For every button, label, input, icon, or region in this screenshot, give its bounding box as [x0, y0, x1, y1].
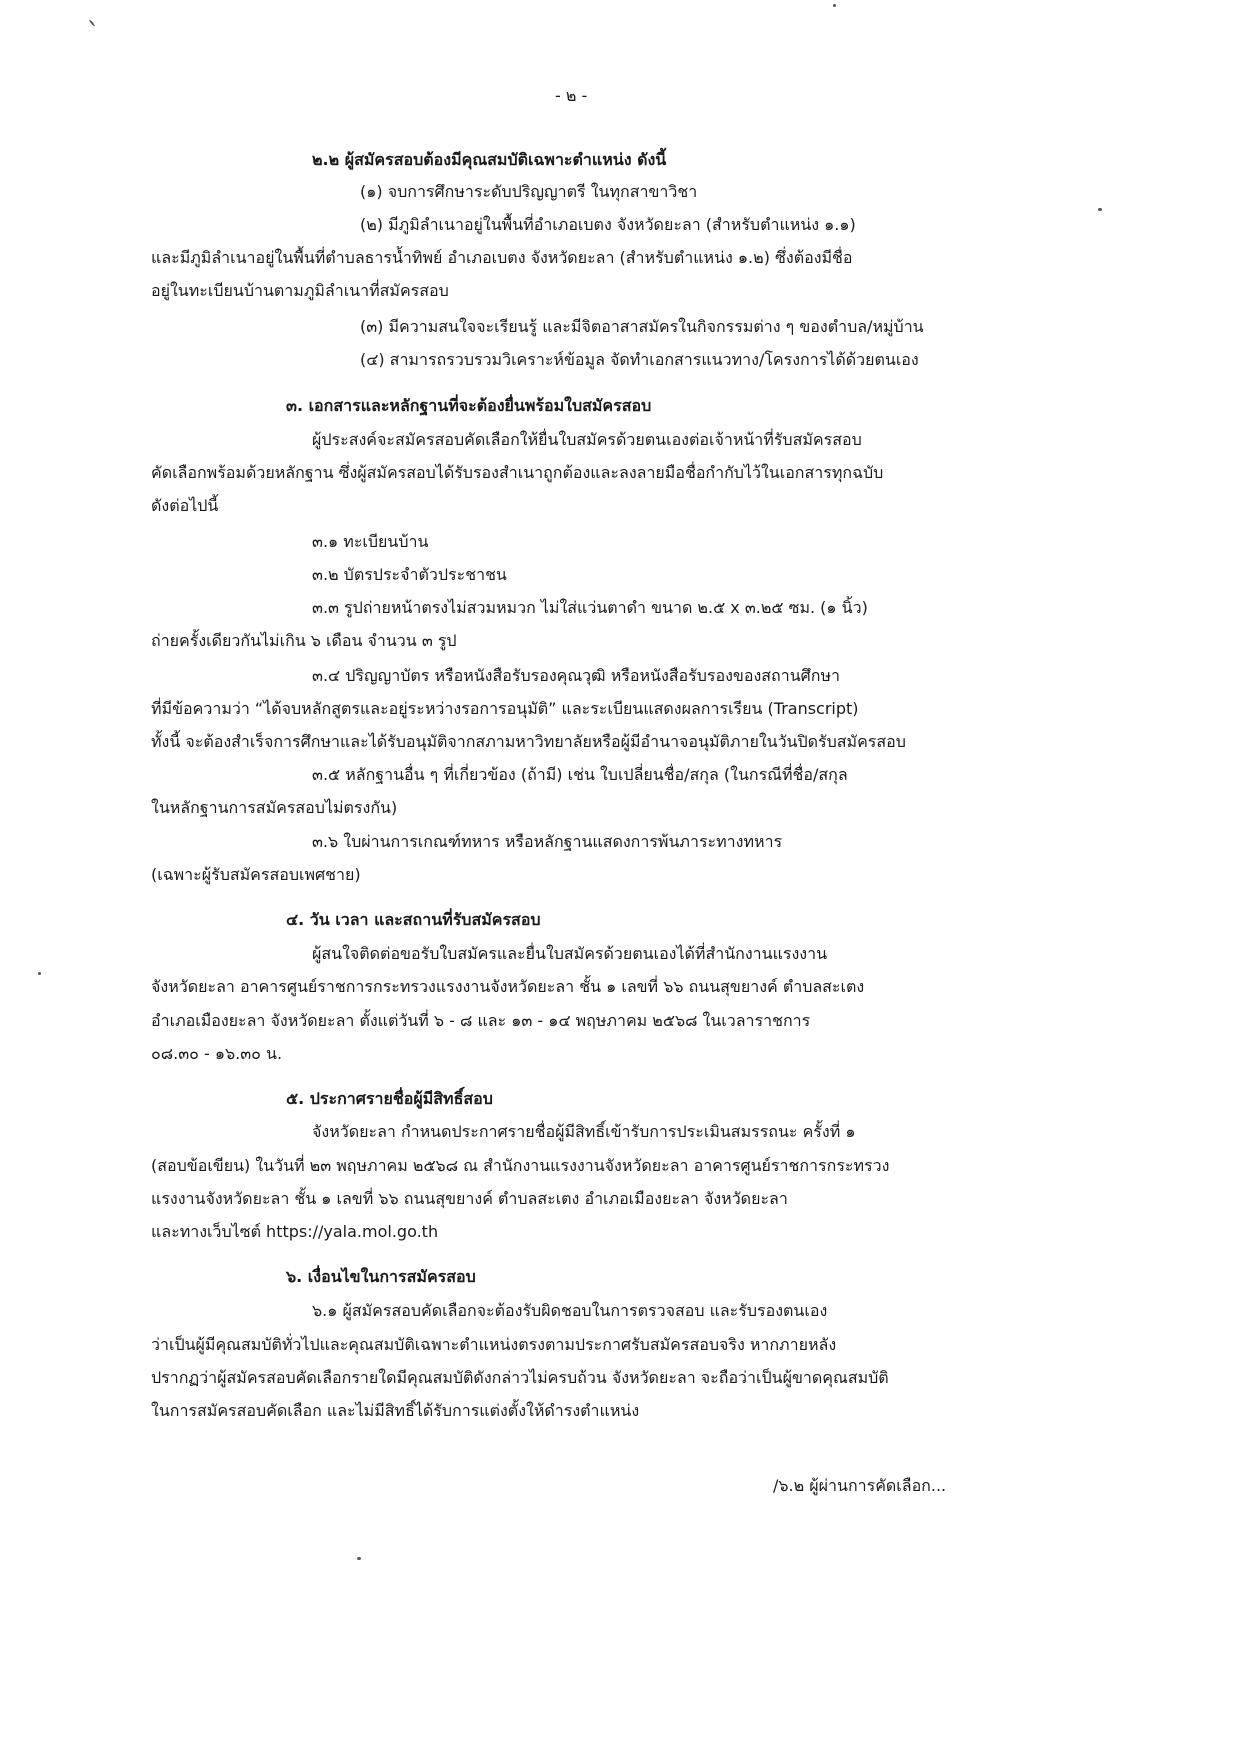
page-number: - ๒ -: [555, 86, 588, 105]
section-2-2-item-2-cont: อยู่ในทะเบียนบ้านตามภูมิลำเนาที่สมัครสอบ: [151, 281, 449, 300]
section-4-heading: ๔. วัน เวลา และสถานที่รับสมัครสอบ: [286, 910, 541, 929]
section-2-2-item-2-cont: และมีภูมิลำเนาอยู่ในพื้นที่ตำบลธารน้ำทิพย์ อำเภอเบตง จังหวัดยะลา (สำหรับตำแหน่ง ๑.๒) ซึ่งต้องมีชื่อ: [151, 248, 853, 267]
section-4-text: อำเภอเมืองยะลา จังหวัดยะลา ตั้งแต่วันที่ ๖ - ๘ และ ๑๓ - ๑๔ พฤษภาคม ๒๕๖๘ ในเวลาราชการ: [151, 1011, 811, 1030]
section-3-item-4-cont: ทั้งนี้ จะต้องสำเร็จการศึกษาและได้รับอนุมัติจากสภามหาวิทยาลัยหรือผู้มีอำนาจอนุมัติภายในวันปิดรับสมัครสอบ: [151, 732, 906, 751]
section-2-2-item-3: (๓) มีความสนใจจะเรียนรู้ และมีจิตอาสาสมัครในกิจกรรมต่าง ๆ ของตำบล/หมู่บ้าน: [360, 317, 924, 336]
scan-speck: [89, 19, 96, 26]
section-5-text: และทางเว็บไซต์ https://yala.mol.go.th: [151, 1222, 439, 1241]
scan-speck: [833, 4, 836, 7]
section-6-heading: ๖. เงื่อนไขในการสมัครสอบ: [286, 1267, 476, 1286]
section-3-item-5: ๓.๕ หลักฐานอื่น ๆ ที่เกี่ยวข้อง (ถ้ามี) เช่น ใบเปลี่ยนชื่อ/สกุล (ในกรณีที่ชื่อ/สกุล: [312, 765, 848, 784]
section-4-text: จังหวัดยะลา อาคารศูนย์ราชการกระทรวงแรงงานจังหวัดยะลา ชั้น ๑ เลขที่ ๖๖ ถนนสุขยางค์ ตำบลสะเตง: [151, 977, 865, 996]
section-3-item-1: ๓.๑ ทะเบียนบ้าน: [312, 532, 429, 551]
section-3-item-3-cont: ถ่ายครั้งเดียวกันไม่เกิน ๖ เดือน จำนวน ๓ รูป: [151, 631, 457, 650]
section-3-intro: ผู้ประสงค์จะสมัครสอบคัดเลือกให้ยื่นใบสมัครด้วยตนเองต่อเจ้าหน้าที่รับสมัครสอบ: [312, 430, 862, 449]
section-3-heading: ๓. เอกสารและหลักฐานที่จะต้องยื่นพร้อมใบสมัครสอบ: [286, 396, 652, 415]
section-2-2-item-2: (๒) มีภูมิลำเนาอยู่ในพื้นที่อำเภอเบตง จังหวัดยะลา (สำหรับตำแหน่ง ๑.๑): [360, 215, 856, 234]
section-3-item-2: ๓.๒ บัตรประจำตัวประชาชน: [312, 565, 507, 584]
scan-speck: [38, 972, 41, 975]
section-4-text: ๐๘.๓๐ - ๑๖.๓๐ น.: [151, 1044, 283, 1063]
section-3-item-6-cont: (เฉพาะผู้รับสมัครสอบเพศชาย): [151, 865, 361, 884]
section-6-text: ๖.๑ ผู้สมัครสอบคัดเลือกจะต้องรับผิดชอบในการตรวจสอบ และรับรองตนเอง: [312, 1301, 828, 1320]
section-3-item-5-cont: ในหลักฐานการสมัครสอบไม่ตรงกัน): [151, 798, 398, 817]
scan-speck: [357, 1557, 361, 1560]
section-5-text: (สอบข้อเขียน) ในวันที่ ๒๓ พฤษภาคม ๒๕๖๘ ณ สำนักงานแรงงานจังหวัดยะลา อาคารศูนย์ราชการกระทรวง: [151, 1156, 890, 1175]
section-5-text: จังหวัดยะลา กำหนดประกาศรายชื่อผู้มีสิทธิ์เข้ารับการประเมินสมรรถนะ ครั้งที่ ๑: [312, 1122, 856, 1141]
section-3-intro-cont: คัดเลือกพร้อมด้วยหลักฐาน ซึ่งผู้สมัครสอบได้รับรองสำเนาถูกต้องและลงลายมือชื่อกำกับไว้ในเอกสารทุกฉบับ: [151, 463, 884, 482]
section-3-intro-cont: ดังต่อไปนี้: [151, 496, 219, 515]
section-6-text: ในการสมัครสอบคัดเลือก และไม่มีสิทธิ์ได้รับการแต่งตั้งให้ดำรงตำแหน่ง: [151, 1401, 640, 1420]
section-5-text: แรงงานจังหวัดยะลา ชั้น ๑ เลขที่ ๖๖ ถนนสุขยางค์ ตำบลสะเตง อำเภอเมืองยะลา จังหวัดยะลา: [151, 1189, 788, 1208]
section-3-item-4: ๓.๔ ปริญญาบัตร หรือหนังสือรับรองคุณวุฒิ หรือหนังสือรับรองของสถานศึกษา: [312, 666, 840, 685]
section-6-text: ว่าเป็นผู้มีคุณสมบัติทั่วไปและคุณสมบัติเฉพาะตำแหน่งตรงตามประกาศรับสมัครสอบจริง หากภายหลัง: [151, 1335, 837, 1354]
section-3-item-4-cont: ที่มีข้อความว่า “ได้จบหลักสูตรและอยู่ระหว่างรอการอนุมัติ” และระเบียนแสดงผลการเรียน (Transcript): [151, 699, 859, 718]
section-6-text: ปรากฏว่าผู้สมัครสอบคัดเลือกรายใดมีคุณสมบัติดังกล่าวไม่ครบถ้วน จังหวัดยะลา จะถือว่าเป็นผู้ขาดคุณสมบัติ: [151, 1368, 889, 1387]
section-3-item-6: ๓.๖ ใบผ่านการเกณฑ์ทหาร หรือหลักฐานแสดงการพ้นภาระทางทหาร: [312, 832, 783, 851]
section-2-2-item-1: (๑) จบการศึกษาระดับปริญญาตรี ในทุกสาขาวิชา: [360, 182, 698, 201]
scan-speck: [1098, 208, 1102, 211]
continuation-note: /๖.๒ ผู้ผ่านการคัดเลือก...: [773, 1476, 947, 1495]
section-3-item-3: ๓.๓ รูปถ่ายหน้าตรงไม่สวมหมวก ไม่ใส่แว่นตาดำ ขนาด ๒.๕ x ๓.๒๕ ซม. (๑ นิ้ว): [312, 598, 868, 617]
section-2-2-heading: ๒.๒ ผู้สมัครสอบต้องมีคุณสมบัติเฉพาะตำแหน่ง ดังนี้: [312, 150, 667, 169]
section-5-heading: ๕. ประกาศรายชื่อผู้มีสิทธิ์สอบ: [286, 1089, 493, 1108]
section-4-text: ผู้สนใจติดต่อขอรับใบสมัครและยื่นใบสมัครด้วยตนเองได้ที่สำนักงานแรงงาน: [312, 944, 828, 963]
section-2-2-item-4: (๔) สามารถรวบรวมวิเคราะห์ข้อมูล จัดทำเอกสารแนวทาง/โครงการได้ด้วยตนเอง: [360, 350, 919, 369]
